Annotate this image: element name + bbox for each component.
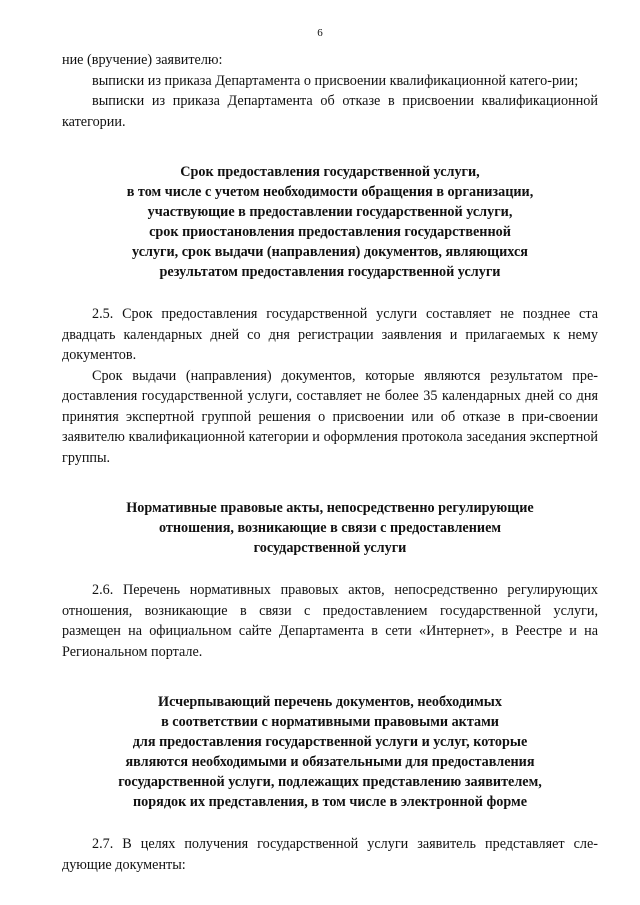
heading-legal-acts: Нормативные правовые акты, непосредственно регулирующие отношения, возникающие в связи с предоставлением государственной услуги — [126, 500, 534, 556]
heading-service-term: Срок предоставления государственной услуги, в том числе с учетом необходимости обращения в организации, участвующие в предоставлении государственной услуги, срок приостановления предоставления государственной услуги, срок выдачи (направления) документов, являющихся результатом предоставления государственной услуги — [126, 164, 534, 280]
paragraph-2-5: 2.5. Срок предоставления государственной услуги составляет не позднее ста двадцать календарных дней со дня регистрации заявления и прилагаемых к нему документов. — [62, 306, 598, 363]
heading-documents-list: Исчерпывающий перечень документов, необходимых в соответствии с нормативными правовыми актами для предоставления государственной услуги и услуг, которые являются необходимыми и обязательными для предоставления государственной услуги, подлежащих представлению заявителем, порядок их представления, в том числе в электронной форме — [118, 694, 542, 810]
paragraph-continuation: ние (вручение) заявителю: — [62, 52, 223, 68]
page-number: 6 — [317, 27, 323, 39]
paragraph-issue-term: Срок выдачи (направления) документов, которые являются результатом пре-доставления государственной услуги, составляет не более 35 календарных дней со дня принятия экспертной группой решения о присвоении или об отказе в при-своении заявителю квалификационной категории и оформления протокола заседания экспертной группы. — [62, 367, 598, 466]
paragraph-extract-assign: выписки из приказа Департамента о присвоении квалификационной катего-рии; — [92, 72, 579, 89]
paragraph-2-6: 2.6. Перечень нормативных правовых актов, непосредственно регулирующих отношения, возникающие в связи с предоставлением государственной услуги, размещен на официальном сайте Департамента в сети «Интернет», в Реестре и на Региональном портале. — [62, 582, 598, 660]
document-content — [62, 50, 598, 875]
paragraph-2-7: 2.7. В целях получения государственной услуги заявитель представляет сле-дующие документы: — [62, 836, 598, 873]
paragraph-extract-refuse: выписки из приказа Департамента об отказе в присвоении квалификационной категории. — [62, 93, 598, 130]
